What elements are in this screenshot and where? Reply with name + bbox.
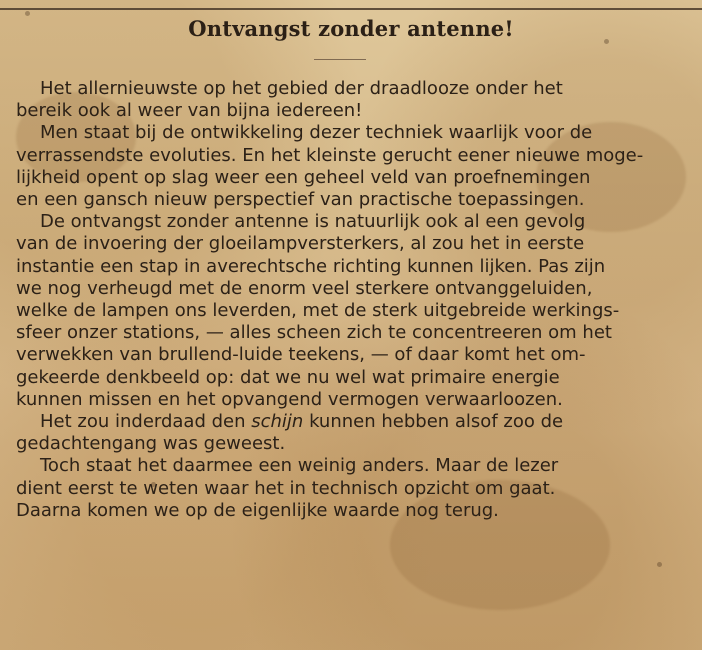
- body-line: sfeer onzer stations, — alles scheen zich te concentreeren om het: [16, 322, 612, 344]
- body-line: Men staat bij de ontwikkeling dezer techniek waarlijk voor de: [40, 122, 593, 144]
- emphasized-word: schijn: [251, 411, 304, 432]
- body-line: van de invoering der gloeilampversterkers, al zou het in eerste: [16, 233, 585, 255]
- body-line: Toch staat het daarmee een weinig anders. Maar de lezer: [40, 455, 559, 477]
- top-rule: [0, 8, 702, 10]
- body-line-with-emphasis: [40, 411, 662, 433]
- body-line: welke de lampen ons leverden, met de sterk uitgebreide werkings-: [16, 300, 620, 321]
- body-line: kunnen missen en het opvangend vermogen verwaarloozen.: [16, 388, 563, 410]
- body-line: lijkheid opent op slag weer een geheel veld van proefnemingen: [16, 166, 591, 188]
- body-line: bereik ook al weer van bijna iedereen!: [16, 100, 363, 122]
- body-line: dient eerst te weten waar het in technisch opzicht om gaat.: [16, 477, 556, 499]
- body-line: gedachtengang was geweest.: [16, 433, 286, 455]
- paper-speck: [657, 562, 662, 567]
- title-rule: [314, 59, 366, 60]
- body-line: instantie een stap in averechtsche richting kunnen lijken. Pas zijn: [16, 255, 606, 277]
- body-line: we nog verheugd met de enorm veel sterkere ontvanggeluiden,: [16, 277, 593, 299]
- article-title: Ontvangst zonder antenne!: [188, 16, 514, 41]
- body-line: verwekken van brullend-luide teekens, — of daar komt het om-: [16, 344, 586, 366]
- body-line: De ontvangst zonder antenne is natuurlijk ook al een gevolg: [40, 211, 586, 233]
- line-text-before-emphasis: Het zou inderdaad den: [40, 411, 252, 432]
- body-line: en een gansch nieuw perspectief van practische toepassingen.: [16, 189, 585, 210]
- body-line: verrassendste evoluties. En het kleinste gerucht eener nieuwe moge-: [16, 144, 644, 166]
- line-text-after-emphasis: kunnen hebben alsof zoo de: [303, 411, 564, 432]
- body-line: gekeerde denkbeeld op: dat we nu wel wat primaire energie: [16, 366, 560, 388]
- body-line: Daarna komen we op de eigenlijke waarde nog terug.: [16, 499, 499, 521]
- body-line: Het allernieuwste op het gebied der draadlooze onder het: [40, 78, 563, 99]
